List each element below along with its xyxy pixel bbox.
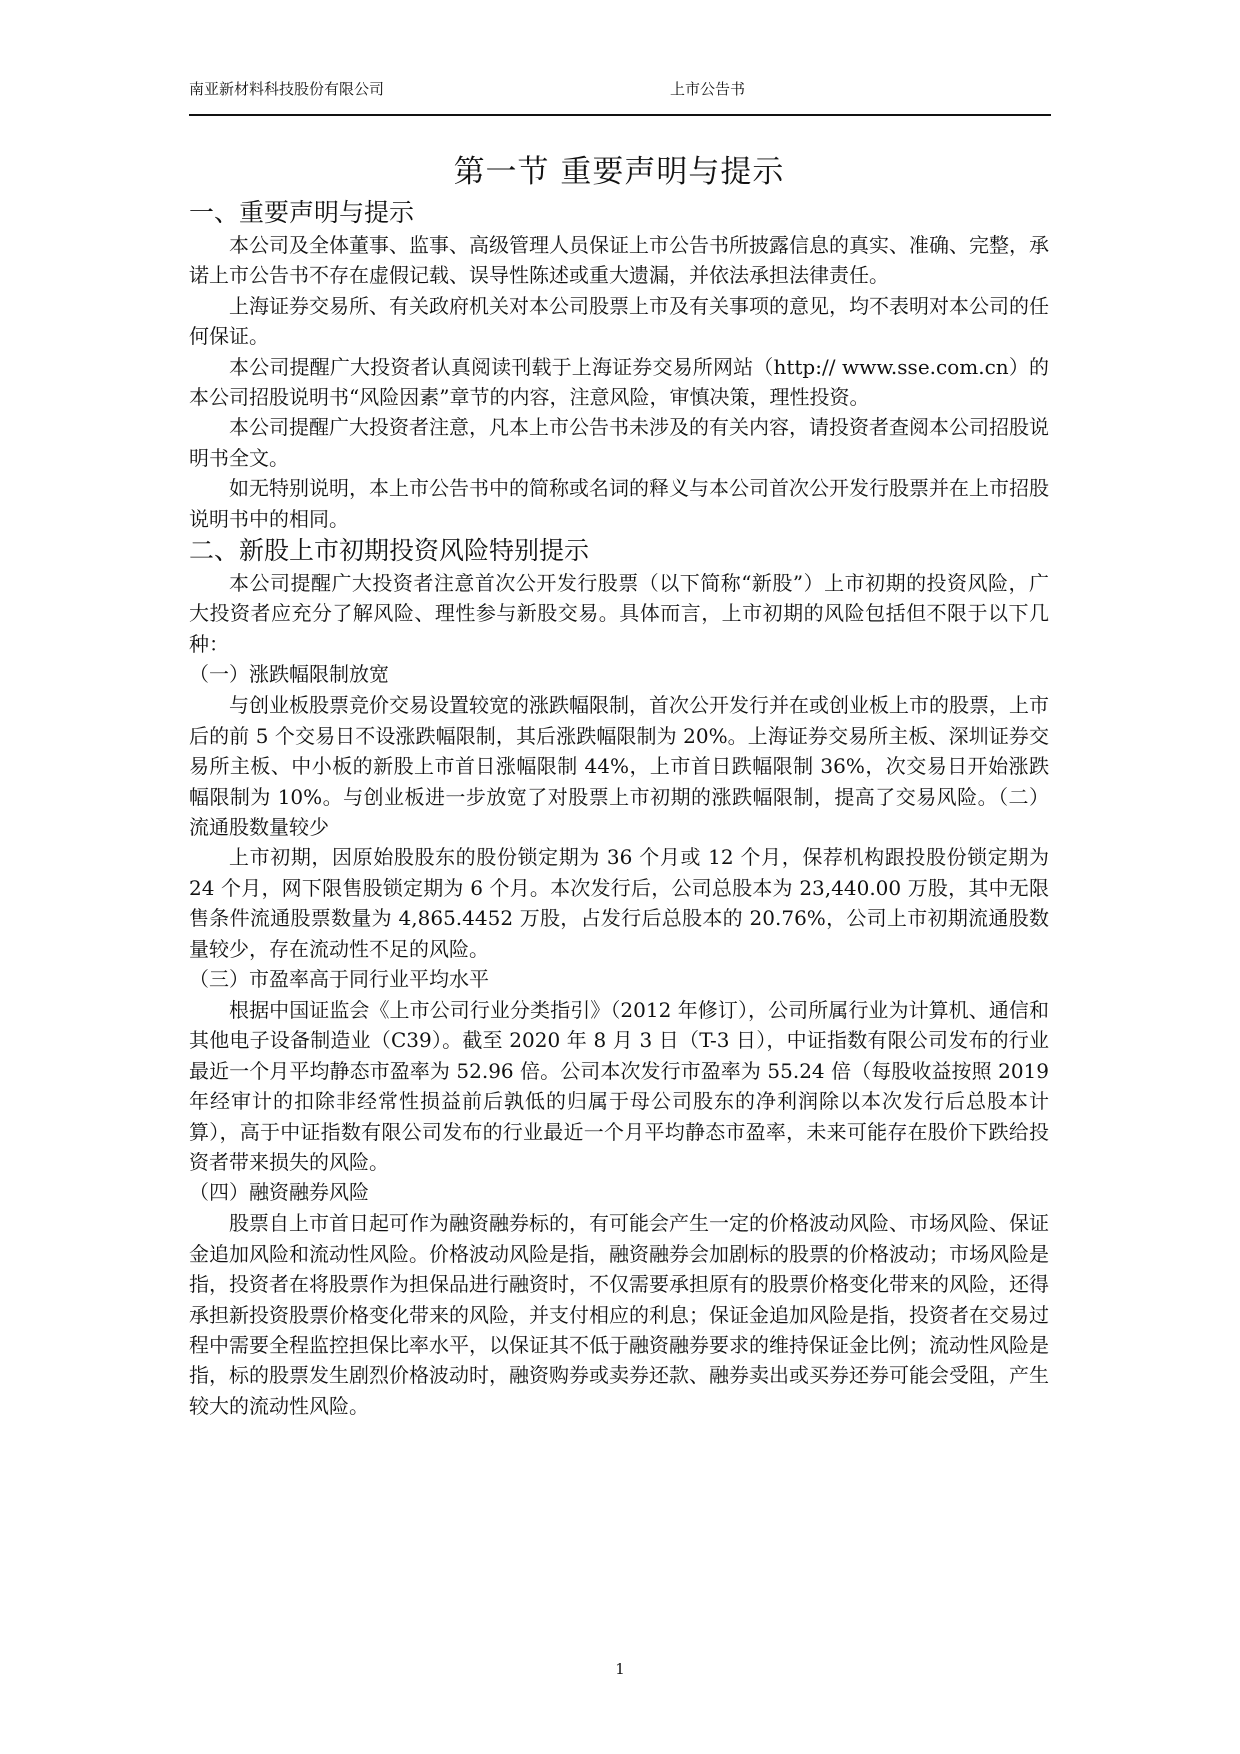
heading-important-statement: 一、重要声明与提示 — [189, 198, 415, 227]
paragraph: 本公司及全体董事、监事、高级管理人员保证上市公告书所披露信息的真实、准确、完整，承诺上市公告书不存在虚假记载、误导性陈述或重大遗漏，并依法承担法律责任。 — [189, 233, 1049, 288]
paragraph-text: 与创业板股票竞价交易设置较宽的涨跌幅限制，首次公开发行并在或创业板上市的股票，上市后的前 5 个交易日不设涨跌幅限制，其后涨跌幅限制为 20%。上海证券交易所主板、深圳证券交易所主板、中小板的新股上市首日涨幅限制 44%，上市首日跌幅限制 36%，次交易日开始涨跌幅限制为 10%。与创业板进一步放宽了对股票上市初期的涨跌幅限制，提高了交易风险。 — [189, 693, 1049, 809]
section-title: 第一节 重要声明与提示 — [453, 154, 785, 190]
subheading-margin-trading: （四）融资融券风险 — [189, 1180, 369, 1205]
subheading-float-shares: （二）流通股数量较少 — [189, 784, 1049, 839]
paragraph: 股票自上市首日起可作为融资融券标的，有可能会产生一定的价格波动风险、市场风险、保证金追加风险和流动性风险。价格波动风险是指，融资融券会加剧标的股票的价格波动；市场风险是指，投资者在将股票作为担保品进行融资时，不仅需要承担原有的股票价格变化带来的风险，还得承担新投资股票价格变化带来的风险，并支付相应的利息；保证金追加风险是指，投资者在交易过程中需要全程监控担保比率水平，以保证其不低于融资融券要求的维持保证金比例；流动性风险是指，标的股票发生剧烈价格波动时，融资购券或卖券还款、融券卖出或买券还券可能会受阻，产生较大的流动性风险。 — [189, 1211, 1049, 1418]
paragraph: 如无特别说明，本上市公告书中的简称或名词的释义与本公司首次公开发行股票并在上市招股说明书中的相同。 — [189, 476, 1049, 531]
page-header — [189, 78, 1049, 114]
paragraph: 上市初期，因原始股股东的股份锁定期为 36 个月或 12 个月，保荐机构跟投股份锁定期为 24 个月，网下限售股锁定期为 6 个月。本次发行后，公司总股本为 23,440.00 万股，其中无限售条件流通股票数量为 4,865.4452 万股，占发行后总股本的 20.76%，公司上市初期流通股数量较少，存在流动性不足的风险。 — [189, 845, 1049, 961]
paragraph: 本公司提醒广大投资者注意，凡本上市公告书未涉及的有关内容，请投资者查阅本公司招股说明书全文。 — [189, 415, 1049, 470]
paragraph: 根据中国证监会《上市公司行业分类指引》（2012 年修订），公司所属行业为计算机、通信和其他电子设备制造业（C39）。截至 2020 年 8 月 3 日（T-3 日），中证指数有限公司发布的行业最近一个月平均静态市盈率为 52.96 倍。公司本次发行市盈率为 55.24 倍（每股收益按照 2019 年经审计的扣除非经常性损益前后孰低的归属于母公司股东的净利润除以本次发行后总股本计算），高于中证指数有限公司发布的行业最近一个月平均静态市盈率，未来可能存在股价下跌给投资者带来损失的风险。 — [189, 997, 1049, 1174]
heading-ipo-risk: 二、新股上市初期投资风险特别提示 — [189, 536, 590, 566]
header-divider — [189, 114, 1051, 116]
paragraph: 本公司提醒广大投资者注意首次公开发行股票（以下简称“新股”）上市初期的投资风险，广大投资者应充分了解风险、理性参与新股交易。具体而言，上市初期的风险包括但不限于以下几种： — [189, 571, 1049, 656]
subheading-pe-ratio: （三）市盈率高于同行业平均水平 — [189, 966, 489, 991]
paragraph: 本公司提醒广大投资者认真阅读刊载于上海证券交易所网站（http:// www.sse.com.cn）的本公司招股说明书“风险因素”章节的内容，注意风险，审慎决策，理性投资。 — [189, 354, 1049, 410]
header-document-type: 上市公告书 — [670, 80, 746, 98]
page-number: 1 — [615, 1660, 625, 1678]
paragraph: 上海证券交易所、有关政府机关对本公司股票上市及有关事项的意见，均不表明对本公司的任何保证。 — [189, 293, 1049, 349]
document-body — [189, 150, 1049, 1421]
subheading-price-limit: （一）涨跌幅限制放宽 — [189, 662, 389, 687]
header-company-name: 南亚新材料科技股份有限公司 — [189, 80, 385, 98]
paragraph — [189, 690, 1049, 842]
